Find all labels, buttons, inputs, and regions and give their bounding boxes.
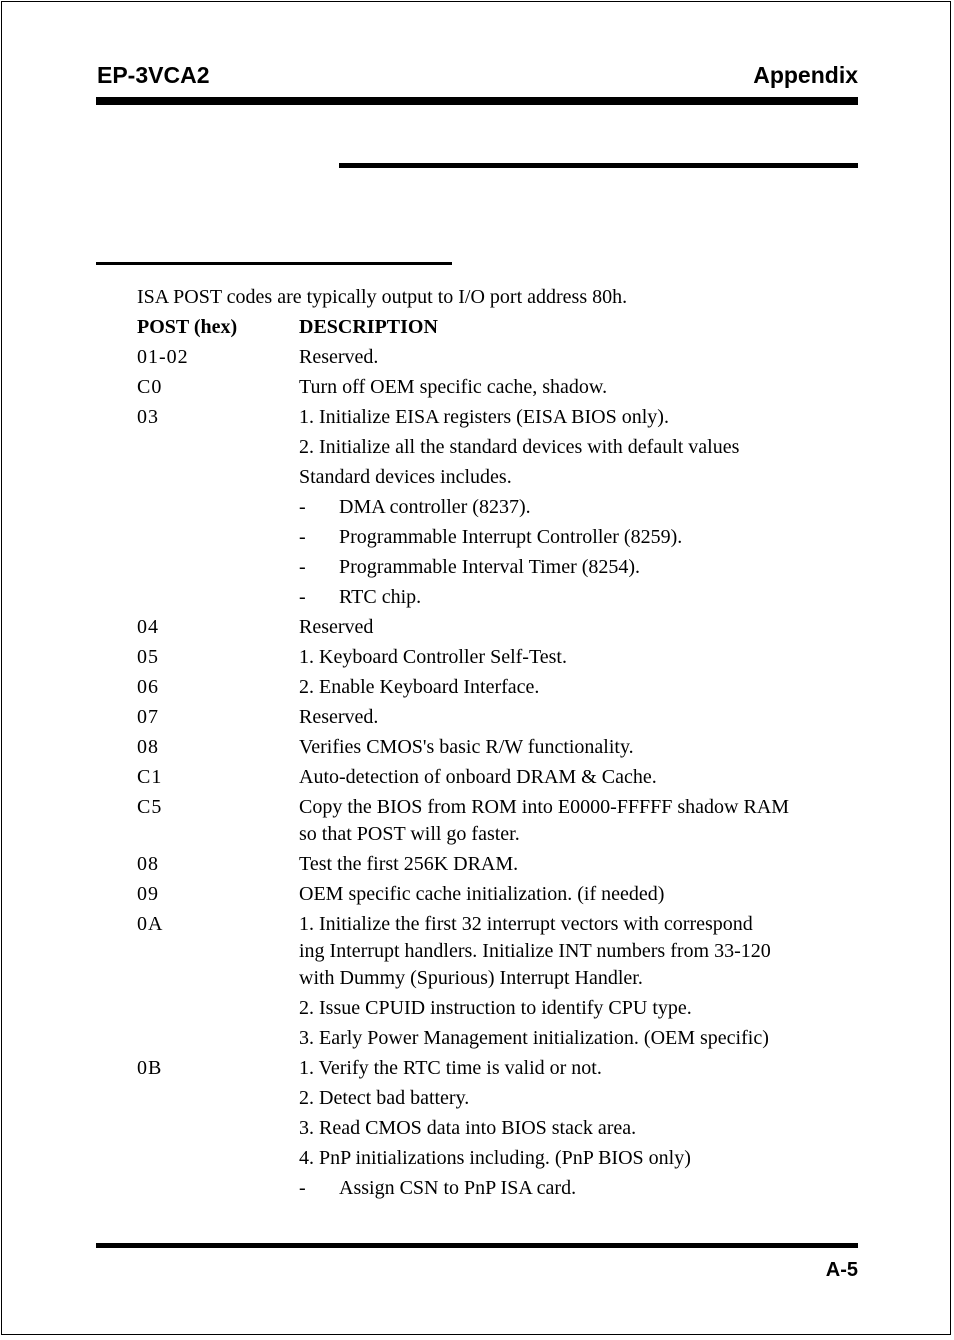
table-row	[137, 522, 862, 552]
description-line: 1. Initialize the first 32 interrupt vectors with correspond	[299, 913, 753, 935]
description-text: 2. Issue CPUID instruction to identify CPU type.	[299, 997, 692, 1019]
table-row	[137, 732, 862, 762]
description-text: 3. Early Power Management initialization. (OEM specific)	[299, 1027, 769, 1049]
post-code	[137, 1113, 299, 1143]
post-code	[137, 432, 299, 462]
description-line: with Dummy (Spurious) Interrupt Handler.	[299, 967, 643, 989]
description-text: Programmable Interval Timer (8254).	[339, 556, 641, 578]
post-code: 03	[137, 406, 159, 428]
table-row	[137, 492, 862, 522]
description-text: DMA controller (8237).	[339, 496, 531, 518]
table-row	[137, 909, 862, 993]
table-row	[137, 1053, 862, 1083]
post-code: 06	[137, 676, 159, 698]
post-description	[299, 1083, 862, 1113]
table-row	[137, 642, 862, 672]
post-description	[299, 1023, 862, 1053]
post-code: 08	[137, 736, 159, 758]
table-row	[137, 402, 862, 432]
post-code: 09	[137, 883, 159, 905]
post-code	[137, 1173, 299, 1203]
post-code	[137, 1023, 299, 1053]
description-text: Reserved	[299, 616, 374, 638]
description-text: 4. PnP initializations including. (PnP BIOS only)	[299, 1147, 691, 1169]
description-text: 2. Enable Keyboard Interface.	[299, 676, 540, 698]
post-description	[299, 642, 862, 672]
post-code: 0B	[137, 1057, 163, 1079]
table-row	[137, 1143, 862, 1173]
description-text: Verifies CMOS's basic R/W functionality.	[299, 736, 634, 758]
description-text: Standard devices includes.	[299, 466, 512, 488]
description-text: 1. Initialize EISA registers (EISA BIOS only).	[299, 406, 669, 428]
table-row	[137, 792, 862, 849]
post-code: 05	[137, 646, 159, 668]
post-code	[137, 462, 299, 492]
list-dash: -	[299, 1177, 306, 1199]
subsection-title-rule	[96, 262, 452, 265]
post-description	[299, 702, 862, 732]
header-model: EP-3VCA2	[97, 62, 210, 88]
column-header-post: POST (hex)	[137, 316, 238, 338]
post-description	[299, 792, 862, 849]
table-row	[137, 582, 862, 612]
post-description	[299, 342, 862, 372]
table-row	[137, 879, 862, 909]
post-description	[299, 762, 862, 792]
header-rule	[96, 97, 858, 105]
description-text: 2. Initialize all the standard devices with default values	[299, 436, 740, 458]
post-description	[299, 582, 862, 612]
post-code: 0A	[137, 913, 164, 935]
post-description	[299, 492, 862, 522]
post-code: C5	[137, 796, 163, 818]
table-row	[137, 612, 862, 642]
post-description	[299, 1113, 862, 1143]
description-text: Reserved.	[299, 346, 379, 368]
post-code	[137, 1143, 299, 1173]
post-code	[137, 1083, 299, 1113]
description-text: Test the first 256K DRAM.	[299, 853, 519, 875]
table-row	[137, 849, 862, 879]
description-text: Auto-detection of onboard DRAM & Cache.	[299, 766, 657, 788]
post-code-table	[137, 342, 862, 1203]
table-row	[137, 1113, 862, 1143]
table-row	[137, 552, 862, 582]
post-description	[299, 732, 862, 762]
post-description	[299, 993, 862, 1023]
post-description	[299, 612, 862, 642]
post-code	[137, 582, 299, 612]
post-code: 07	[137, 706, 159, 728]
table-row	[137, 762, 862, 792]
table-row	[137, 462, 862, 492]
post-description	[299, 552, 862, 582]
post-code: C0	[137, 376, 163, 398]
post-description	[299, 462, 862, 492]
list-dash: -	[299, 586, 306, 608]
column-header-description: DESCRIPTION	[299, 316, 438, 338]
description-text: Assign CSN to PnP ISA card.	[339, 1177, 577, 1199]
post-description	[299, 672, 862, 702]
table-header	[137, 312, 862, 342]
post-code	[137, 552, 299, 582]
post-description	[299, 1143, 862, 1173]
description-text: 3. Read CMOS data into BIOS stack area.	[299, 1117, 637, 1139]
table-row	[137, 1083, 862, 1113]
description-text: 2. Detect bad battery.	[299, 1087, 470, 1109]
post-code	[137, 522, 299, 552]
description-text: Reserved.	[299, 706, 379, 728]
post-code	[137, 492, 299, 522]
description-text: Turn off OEM specific cache, shadow.	[299, 376, 608, 398]
table-row	[137, 1173, 862, 1203]
post-code: 04	[137, 616, 159, 638]
post-code: C1	[137, 766, 163, 788]
post-description	[299, 432, 862, 462]
page-number: A-5	[825, 1259, 858, 1281]
description-text: OEM specific cache initialization. (if needed)	[299, 883, 665, 905]
post-code	[137, 993, 299, 1023]
list-dash: -	[299, 526, 306, 548]
post-description	[299, 402, 862, 432]
post-description	[299, 849, 862, 879]
post-description	[299, 879, 862, 909]
post-code: 08	[137, 853, 159, 875]
description-text: 1. Verify the RTC time is valid or not.	[299, 1057, 602, 1079]
description-text: 1. Keyboard Controller Self-Test.	[299, 646, 567, 668]
description-line: so that POST will go faster.	[299, 823, 520, 845]
table-row	[137, 672, 862, 702]
header-section: Appendix	[753, 62, 858, 88]
description-line: Copy the BIOS from ROM into E0000-FFFFF shadow RAM	[299, 796, 790, 818]
footer-rule	[96, 1243, 858, 1248]
post-code: 01-02	[137, 346, 189, 368]
post-description	[299, 1053, 862, 1083]
table-row	[137, 1023, 862, 1053]
post-description	[299, 909, 862, 993]
intro-text: ISA POST codes are typically output to I/O port address 80h.	[137, 286, 628, 308]
post-description	[299, 372, 862, 402]
table-row	[137, 993, 862, 1023]
table-row	[137, 702, 862, 732]
post-description	[299, 522, 862, 552]
list-dash: -	[299, 556, 306, 578]
section-title-rule	[339, 163, 858, 168]
table-row	[137, 372, 862, 402]
table-row	[137, 342, 862, 372]
description-text: RTC chip.	[339, 586, 422, 608]
post-description	[299, 1173, 862, 1203]
list-dash: -	[299, 496, 306, 518]
description-line: ing Interrupt handlers. Initialize INT numbers from 33-120	[299, 940, 771, 962]
table-row	[137, 432, 862, 462]
post-code-content	[137, 282, 862, 1203]
description-text: Programmable Interrupt Controller (8259).	[339, 526, 683, 548]
